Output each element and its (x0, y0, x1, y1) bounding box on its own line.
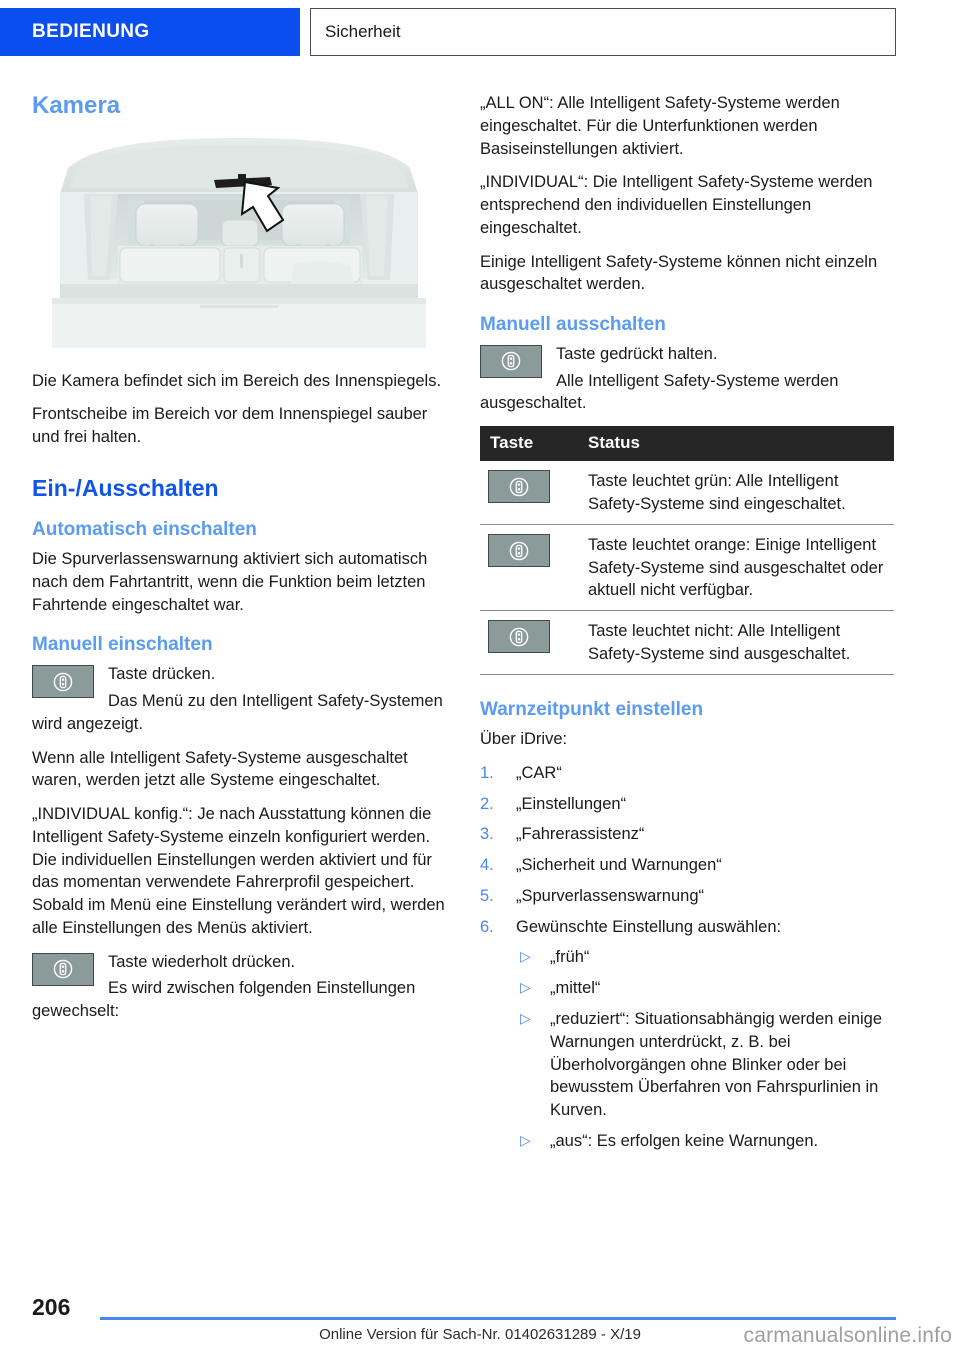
page-footer (0, 1290, 960, 1362)
heading-manuell-einschalten: Manuell einschalten (32, 634, 213, 656)
watermark-label: carmanualsonline.info (743, 1324, 952, 1347)
step-taste-wiederholt-line1: Taste wiederholt drücken. (108, 952, 296, 971)
intelligent-safety-button-icon (488, 534, 550, 567)
individual-konfig-text: „INDIVIDUAL konfig.“: Je nach Ausstattung können die Intelligent Safety-Systeme einzeln konfiguriert werden. Die individuellen Einstellungen werden aktiviert und für das momentan verwendete Fahrerprofil gespeichert. Sobald im Menü eine Einstellung verändert wird, werden alle Einstellungen des Menüs aktiviert. (32, 805, 445, 937)
intelligent-safety-glyph (500, 350, 522, 372)
step-taste-druecken-line1: Taste drücken. (108, 665, 216, 684)
table-cell-status: Taste leuchtet orange: Einige Intelligent Safety-Systeme sind ausgeschaltet oder aktuell nicht verfügbar. (578, 525, 894, 611)
list-item (516, 1008, 894, 1122)
intelligent-safety-button-icon (488, 620, 550, 653)
button-status-table (480, 426, 894, 675)
list-marker: 3. (480, 825, 494, 844)
table-cell-button (480, 611, 578, 675)
step-taste-wiederholt-line2: Es wird zwischen folgenden Einstellungen gewechselt: (32, 979, 416, 1021)
list-item-label: „reduziert“: Situationsabhängig werden einige Warnungen unterdrückt, z. B. bei Überholvorgängen ohne Blinker oder bei bewusstem Überfahren von Fahrspurlinien in Kurven. (550, 1009, 883, 1120)
table-cell-status: Taste leuchtet grün: Alle Intelligent Safety-Systeme sind eingeschaltet. (578, 461, 894, 524)
heading-automatisch-einschalten: Automatisch einschalten (32, 519, 257, 541)
camera-location-text: Die Kamera befindet sich im Bereich des Innenspiegels. (32, 371, 442, 390)
list-marker: 6. (480, 917, 494, 936)
warning-option-list-wrapper (516, 946, 894, 1152)
running-header (0, 8, 960, 56)
list-item (480, 762, 894, 785)
warning-option-list (516, 946, 894, 1152)
table-row (480, 461, 894, 524)
step-taste-wiederholt-druecken (32, 951, 446, 1023)
list-item-label: „CAR“ (516, 763, 562, 782)
triangle-bullet-icon: ▷ (520, 979, 531, 996)
list-item (480, 823, 894, 846)
list-item-label: „Einstellungen“ (516, 794, 627, 813)
list-marker: 4. (480, 856, 494, 875)
automatisch-einschalten-text: Die Spurverlassenswarnung aktiviert sich automatisch nach dem Fahrtantritt, wenn die Funktion beim letzten Fahrtende eingeschaltet war. (32, 550, 428, 614)
idrive-intro-text: Über iDrive: (480, 730, 568, 749)
triangle-bullet-icon: ▷ (520, 1009, 531, 1026)
intelligent-safety-button-icon (480, 345, 542, 378)
intelligent-safety-button-icon (488, 470, 550, 503)
table-row (480, 525, 894, 611)
list-item (480, 793, 894, 816)
page-title: Kamera (32, 92, 121, 119)
list-item-label: „früh“ (550, 948, 590, 967)
individual-description: „INDIVIDUAL“: Die Intelligent Safety-Systeme werden entsprechend den individuellen Einstellungen eingeschaltet. (480, 173, 873, 237)
car-interior-figure (32, 134, 446, 352)
camera-location-illustration (32, 134, 446, 352)
windscreen-clean-text: Frontscheibe im Bereich vor dem Innenspiegel sauber und frei halten. (32, 405, 428, 447)
table-body (480, 461, 894, 675)
table-row (480, 611, 894, 675)
list-item-label: „Fahrerassistenz“ (516, 825, 645, 844)
table-cell-button (480, 461, 578, 524)
intelligent-safety-glyph (52, 958, 74, 980)
all-on-description: „ALL ON“: Alle Intelligent Safety-Systeme werden eingeschaltet. Für die Unterfunktionen werden Basiseinstellungen aktiviert. (480, 94, 840, 158)
table-head (480, 426, 894, 461)
intelligent-safety-glyph (508, 476, 530, 498)
triangle-bullet-icon: ▷ (520, 1131, 531, 1148)
list-item-label: „Sicherheit und Warnungen“ (516, 856, 722, 875)
intelligent-safety-button-icon (32, 665, 94, 698)
all-systems-on-text: Wenn alle Intelligent Safety-Systeme ausgeschaltet waren, werden jetzt alle Systeme eingeschaltet. (32, 748, 408, 790)
list-item (516, 977, 894, 1000)
list-item-label: „aus“: Es erfolgen keine Warnungen. (550, 1131, 819, 1150)
runhead-section-label: Sicherheit (310, 8, 896, 56)
table-header-row (480, 426, 894, 461)
list-item (480, 885, 894, 908)
triangle-bullet-icon: ▷ (520, 948, 531, 965)
list-item-label: „Spurverlassenswarnung“ (516, 886, 705, 905)
step-taste-druecken-line2: Das Menü zu den Intelligent Safety-Systemen wird angezeigt. (32, 691, 443, 733)
page-number: 206 (32, 1294, 71, 1320)
list-item (480, 854, 894, 877)
heading-warnzeitpunkt-einstellen: Warnzeitpunkt einstellen (480, 699, 704, 721)
table-cell-status: Taste leuchtet nicht: Alle Intelligent Safety-Systeme sind ausgeschaltet. (578, 611, 894, 675)
list-item (516, 1130, 894, 1153)
some-systems-note: Einige Intelligent Safety-Systeme können nicht einzeln ausgeschaltet werden. (480, 252, 878, 294)
right-column (480, 92, 894, 1161)
list-item (516, 946, 894, 969)
heading-ein-ausschalten: Ein-/Ausschalten (32, 474, 219, 501)
runhead-chapter-label: BEDIENUNG (0, 8, 300, 56)
list-marker: 1. (480, 763, 494, 782)
footer-note: Online Version für Sach-Nr. 01402631289 - X/19 (319, 1326, 641, 1343)
list-marker: 5. (480, 886, 494, 905)
table-cell-button (480, 525, 578, 611)
idrive-step-list (480, 762, 894, 939)
list-marker: 2. (480, 794, 494, 813)
step-taste-druecken (32, 663, 446, 735)
intelligent-safety-glyph (508, 626, 530, 648)
intelligent-safety-glyph (52, 671, 74, 693)
heading-manuell-ausschalten: Manuell ausschalten (480, 314, 666, 336)
column-header-status: Status (578, 426, 894, 461)
step-taste-gedrueckt-halten (480, 343, 894, 415)
list-item-label: „mittel“ (550, 979, 601, 998)
left-column (32, 92, 446, 1034)
list-item-label: Gewünschte Einstellung auswählen: (516, 917, 782, 936)
column-header-taste: Taste (480, 426, 578, 461)
intelligent-safety-glyph (508, 540, 530, 562)
list-item (480, 916, 894, 939)
step-gedrueckt-halten-line1: Taste gedrückt halten. (556, 344, 718, 363)
footer-divider (100, 1317, 896, 1320)
step-gedrueckt-halten-line2: Alle Intelligent Safety-Systeme werden ausgeschaltet. (480, 371, 839, 413)
intelligent-safety-button-icon (32, 953, 94, 986)
